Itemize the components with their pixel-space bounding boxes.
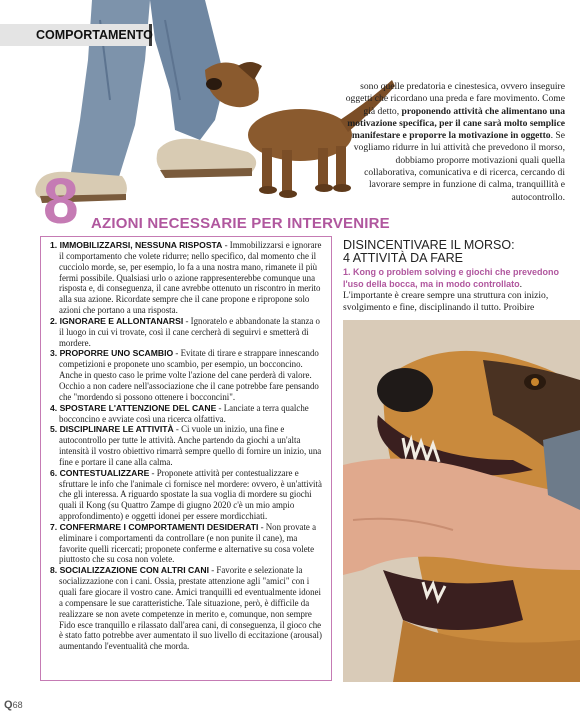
list-item: 8. SOCIALIZZAZIONE CON ALTRI CANI - Favorite e selezionate la socializzazione con i cani. Ossia, prestate attenzione agli "amici" con i quali fare giocare il vostro cane. Amici tranquilli ed eventualmente idonei a compensare le sue caratteristiche. Tale situazione, però, è difficile da realizzare se non avete competenze in merito e, comunque, non sempre Fido esce tranquillo e rilassato dall'area cani, di conseguenza, il gioco che è stato fatto potrebbe aver aumentato il suo livello di eccitazione (arousal) aumentando l'eventualità che morda. xyxy=(50,565,322,652)
list-item: 6. CONTESTUALIZZARE - Proponete attività per contestualizzare e sfruttare le info che l'animale ci fornisce nel mordere: ovvero, è un'attività che gli interessa. A riguardo spostate la sua voglia di mordere su giochi quali il Kong (su Quattro Zampe di giugno 2020 c'è un mio ampio approfondimento) e oggetti idonei per essere mordicchiati. xyxy=(50,467,322,522)
page-footer xyxy=(4,699,23,711)
activity-item-1-text: . L'importante è creare sempre una struttura con inizio, svolgimento e fine, disciplinando il tutto. Proibire xyxy=(343,278,549,313)
box-number: 8 xyxy=(43,165,79,237)
right-heading-line1: DISINCENTIVARE IL MORSO: xyxy=(343,238,515,252)
page-number: 68 xyxy=(12,700,23,710)
actions-list xyxy=(50,240,326,652)
intro-text-2: . Se vogliamo ridurre in lui attività che prevedono il morso, dobbiamo proporre motivazioni quali quella collaborativa, comunicativa e di ricerca, cercando di lavorare sempre in funzione di calma, tranquillità e autocontrollo. xyxy=(353,130,565,203)
intro-text-1: sono quelle predatoria e cinestesica, ovvero inseguire oggetti che ricordano una preda e fare movimento. Come già detto, xyxy=(345,81,565,117)
photo-dog-biting-hand xyxy=(343,320,580,682)
list-item: 7. CONFERMARE I COMPORTAMENTI DESIDERATI - Non provate a eliminare i comportamenti da controllare (e non punite il cane), ma favorite quelli ricercati; proponete conferme e alternative su cosa volete piuttosto che su cosa non volete. xyxy=(50,521,317,565)
magazine-logo: Q xyxy=(4,699,13,711)
intro-paragraph xyxy=(343,81,565,204)
right-heading-line2: 4 ATTIVITÀ DA FARE xyxy=(343,251,463,266)
activity-item-1-lead: 1. Kong o problem solving e giochi che prevedono l'uso della bocca, ma in modo controllato xyxy=(343,267,560,289)
list-item: 4. SPOSTARE L'ATTENZIONE DEL CANE - Lanciate a terra qualche bocconcino e avviate così una ricerca olfattiva. xyxy=(50,402,309,424)
box-title: AZIONI NECESSARIE PER INTERVENIRE xyxy=(91,215,390,232)
activity-item-1 xyxy=(343,267,568,313)
list-item: 5. DISCIPLINARE LE ATTIVITÀ - Ci vuole un inizio, una fine e autocontrollo per tutte le attività. Anche partendo da giochi a un'alta intensità il vostro obiettivo rimarrà sempre quello di fornire un inizio, una fine e portare il cane alla calma. xyxy=(50,424,322,467)
list-item: 3. PROPORRE UNO SCAMBIO - Evitate di tirare e strappare innescando competizioni e proponete uno scambio, per esempio, un bocconcino. Anche in questo caso le prime volte l'azione del cane perderà di valore. Occhio a non cadere nell'associazione che il cane potrebbe fare pensando che "mordendo si possono ottenere i bocconcini". xyxy=(50,348,319,402)
intro-text-bold: proponendo attività che alimentano una motivazione specifica, per il cane sarà molto semplice manifestare e proporre la motivazione in oggetto xyxy=(347,105,565,142)
list-item: 1. IMMOBILIZZARSI, NESSUNA RISPOSTA - Immobilizzarsi e ignorare il comportamento che volete ridurre; nello specifico, dal momento che il cucciolo morde, se, per esempio, lo fa a una nostra mano, rimanete il più fermi possibile. Qualsiasi urlo o azione rappresenterebbe comunque una risposta e, di conseguenza, il cane avrebbe ottenuto un riscontro in merito alla sua azione. Ricordate sempre che il cane propone e ripropone solo azioni che portano a una risposta. xyxy=(50,240,322,316)
section-tag: COMPORTAMENTO xyxy=(0,24,152,46)
list-item: 2. IGNORARE E ALLONTANARSI - Ignoratelo e abbandonate la stanza o il luogo in cui vi trovate, così il cane cercherà di seguirvi e smetterà di mordere. xyxy=(50,315,320,348)
right-heading xyxy=(343,239,568,265)
